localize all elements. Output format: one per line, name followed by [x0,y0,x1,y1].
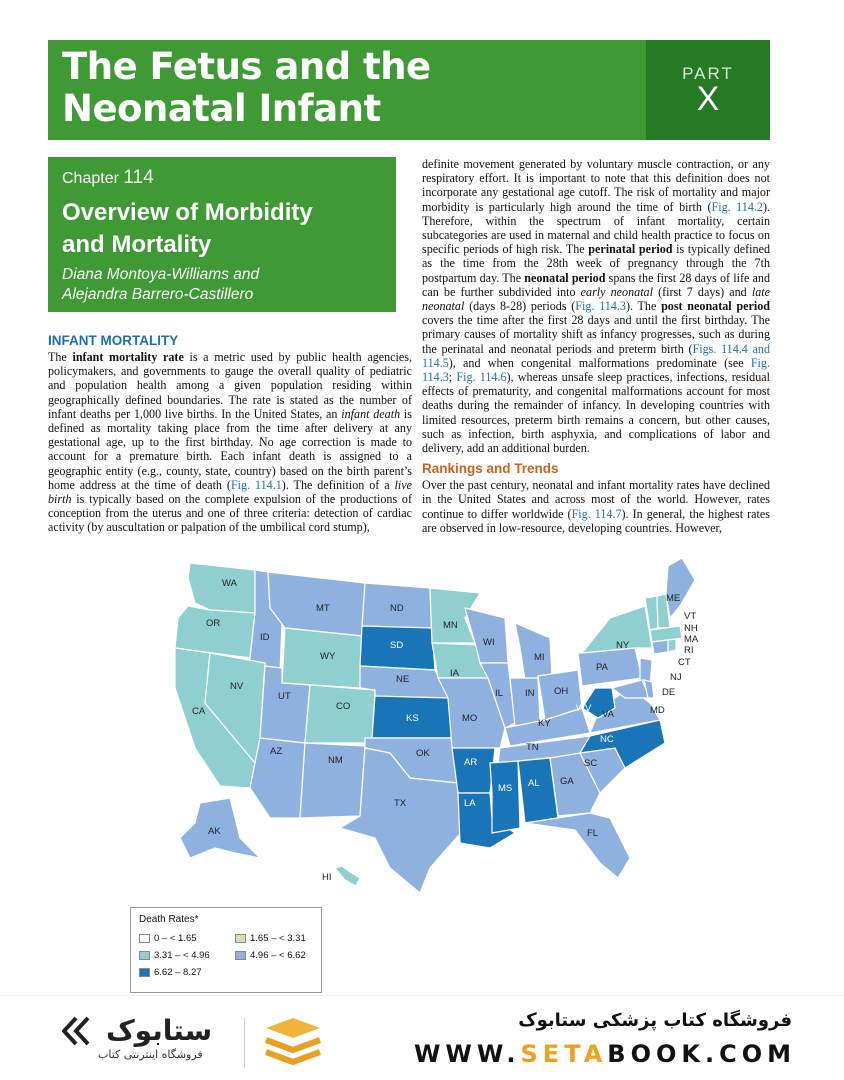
part-title [62,46,642,130]
state-pa [578,648,642,686]
figure-link[interactable]: Fig. 114.3 [575,299,626,314]
state-label-oh: OH [554,686,569,697]
us-death-rate-map [120,548,720,898]
authors-line2: Alejandra Barrero-Castillero [62,286,254,303]
book-stack-icon [258,1014,328,1070]
paragraph-infant-mortality: The infant mortality rate is a metric used by public health agencies, policymakers, and governments to gauge the overall quality of pediatric and population health among a given population residing within geographically defined boundaries. The rate is stated as the number of infant deaths per 1,000 live births. In the United States, an infant death is defined as mortality taking place from the time after delivery at any gestational age, up to the first birthday. No age correction is made to account for a premature birth. Each infant death is assigned to a geographic entity (e.g., county, state, country) based on the birth parent’s home address at the time of death (Fig. 114.1). The definition of a live birth is typically based on the complete expulsion of the productions of conception from the uterus and one of three criteria: detection of cardiac activity (by auscultation or palpation of the umbilical cord stump), [48,350,413,535]
authors-line1: Diana Montoya-Williams and [62,266,260,283]
state-label-ut: UT [278,691,291,702]
state-label-la: LA [464,798,476,809]
paragraph-rankings: Over the past century, neonatal and infant mortality rates have declined in the United States and across most of the world. However, rates continue to differ worldwide (Fig. 114.7). In general, the highest rates are observed in low-resource, developing countries. However, [422,478,770,535]
chapter-word: Chapter [62,170,119,187]
state-label-ca: CA [192,706,206,717]
state-label-vt: VT [684,611,697,622]
legend-title: Death Rates* [139,914,199,925]
chapter-box [48,157,396,312]
state-label-ma: MA [684,634,699,645]
state-label-ga: GA [560,776,574,787]
legend-swatch [139,968,150,977]
legend-item: 1.65 – < 3.31 [235,933,315,944]
legend-swatch [235,934,246,943]
state-label-nd: ND [390,603,404,614]
state-label-sd: SD [390,640,404,651]
section-heading-rankings: Rankings and Trends [422,461,559,477]
figure-link[interactable]: Figs. 114.4 and 114.5 [422,341,770,370]
state-label-ky: KY [538,718,551,729]
legend-swatch [139,934,150,943]
part-title-line2: Neonatal Infant [62,87,381,130]
chapter-title-line1: Overview of Morbidity [62,199,313,226]
right-column [422,157,770,535]
state-co [305,685,375,743]
state-in [510,678,540,726]
chevrons-icon [62,1016,106,1046]
state-label-co: CO [336,701,351,712]
map-legend [130,907,322,993]
store-name: فروشگاه کتاب پزشکی ستابوک [518,1010,792,1031]
state-label-sc: SC [584,758,598,769]
state-label-md: MD [650,705,665,716]
state-label-id: ID [260,632,270,643]
state-label-in: IN [525,688,535,699]
figure-link[interactable]: Fig. 114.1 [230,477,282,492]
state-label-tx: TX [394,798,407,809]
state-label-me: ME [666,593,681,604]
logo-text: ستابوک [106,1014,213,1047]
state-ar [452,748,495,793]
state-ct [652,640,668,654]
state-label-hi: HI [322,872,332,883]
state-label-wv: WV [576,703,592,714]
state-label-mo: MO [462,713,478,724]
legend-item: 0 – < 1.65 [139,933,235,944]
section-heading-infant-mortality: INFANT MORTALITY [48,333,179,348]
legend-item: 6.62 – 8.27 [139,967,235,978]
logo-subtitle: فروشگاه اینترنتی کتاب [98,1048,203,1061]
paragraph-live-birth-continued: definite movement generated by voluntary muscle contraction, or any respiratory effort. It is important to note that this definition does not incorporate any gestational age cutoff. The risk of mortality and major morbidity is particularly high around the time of birth (Fig. 114.2). Therefore, within the spectrum of infant mortality, certain subcategories are used in maternal and child health practice to focus on specific periods of high risk. The perinatal period is typically defined as the time from the 28th week of pregnancy through the 7th postpartum day. The neonatal period spans the first 28 days of life and can be further subdivided into early neonatal (first 7 days) and late neonatal (days 8-28) periods (Fig. 114.3). The post neonatal period covers the time after the first 28 days and until the first birthday. The primary causes of mortality shift as infancy progresses, such as during the perinatal and neonatal periods and preterm birth (Figs. 114.4 and 114.5), and when congenital malformations predominate (see Fig. 114.3; Fig. 114.6), whereas unsafe sleep practices, infections, residual effects of prematurity, and congenital malformations account for most deaths during the remainder of infancy. In developing countries with limited resources, preterm birth remains a concern, but other causes, such as infection, birth asphyxia, and complications of labor and delivery, add an additional burden. [422,157,771,456]
state-label-pa: PA [596,662,608,673]
state-label-wy: WY [320,651,336,662]
part-banner [48,40,770,140]
us-map-svg [120,548,720,898]
state-label-ny: NY [616,640,630,651]
state-label-nm: NM [328,755,343,766]
part-number-box [646,40,770,140]
figure-link[interactable]: Fig. 114.6 [456,370,507,385]
state-label-ok: OK [416,748,430,759]
state-label-mt: MT [316,603,330,614]
state-label-wi: WI [483,637,495,648]
state-ri [668,639,676,652]
state-label-ak: AK [208,826,221,837]
chapter-label [62,167,396,189]
store-url[interactable]: WWW.SETABOOK.COM [413,1040,796,1068]
store-logo [62,1014,332,1074]
state-me [666,558,695,618]
state-label-fl: FL [587,828,599,839]
chapter-number: 114 [123,167,154,188]
figure-link[interactable]: Fig. 114.3 [422,355,770,385]
state-label-ne: NE [396,674,410,685]
state-label-tn: TN [526,742,539,753]
state-fl [525,813,630,878]
state-label-or: OR [206,618,221,629]
state-label-ct: CT [678,657,691,668]
state-label-il: IL [495,688,503,699]
part-title-line1: The Fetus and the [62,45,431,88]
state-label-ks: KS [406,713,419,724]
state-label-al: AL [528,778,540,789]
state-label-nh: NH [684,623,698,634]
part-label: PART [682,64,734,83]
state-hi [335,866,360,886]
state-label-ms: MS [498,783,513,794]
chapter-title [62,197,396,261]
legend-swatch [139,951,150,960]
state-label-mn: MN [443,620,458,631]
part-number: X [696,80,720,118]
store-footer [0,995,844,1080]
legend-item: 3.31 – < 4.96 [139,950,235,961]
chapter-title-line2: and Mortality [62,231,212,258]
state-label-mi: MI [534,652,545,663]
state-label-de: DE [662,687,676,698]
state-label-va: VA [602,709,614,720]
state-label-nj: NJ [670,672,682,683]
state-label-ia: IA [450,668,459,679]
state-label-ar: AR [464,757,478,768]
state-label-nv: NV [230,681,244,692]
state-label-ri: RI [684,645,694,656]
logo-divider [244,1018,245,1068]
state-ms [490,761,520,833]
figure-link[interactable]: Fig. 114.2 [711,199,763,214]
figure-link[interactable]: Fig. 114.7 [571,506,622,521]
chapter-authors [62,265,396,305]
legend-item: 4.96 – < 6.62 [235,950,315,961]
left-column [48,333,412,535]
state-label-nc: NC [600,734,614,745]
state-label-az: AZ [270,746,283,757]
state-label-wa: WA [222,578,237,589]
legend-swatch [235,951,246,960]
